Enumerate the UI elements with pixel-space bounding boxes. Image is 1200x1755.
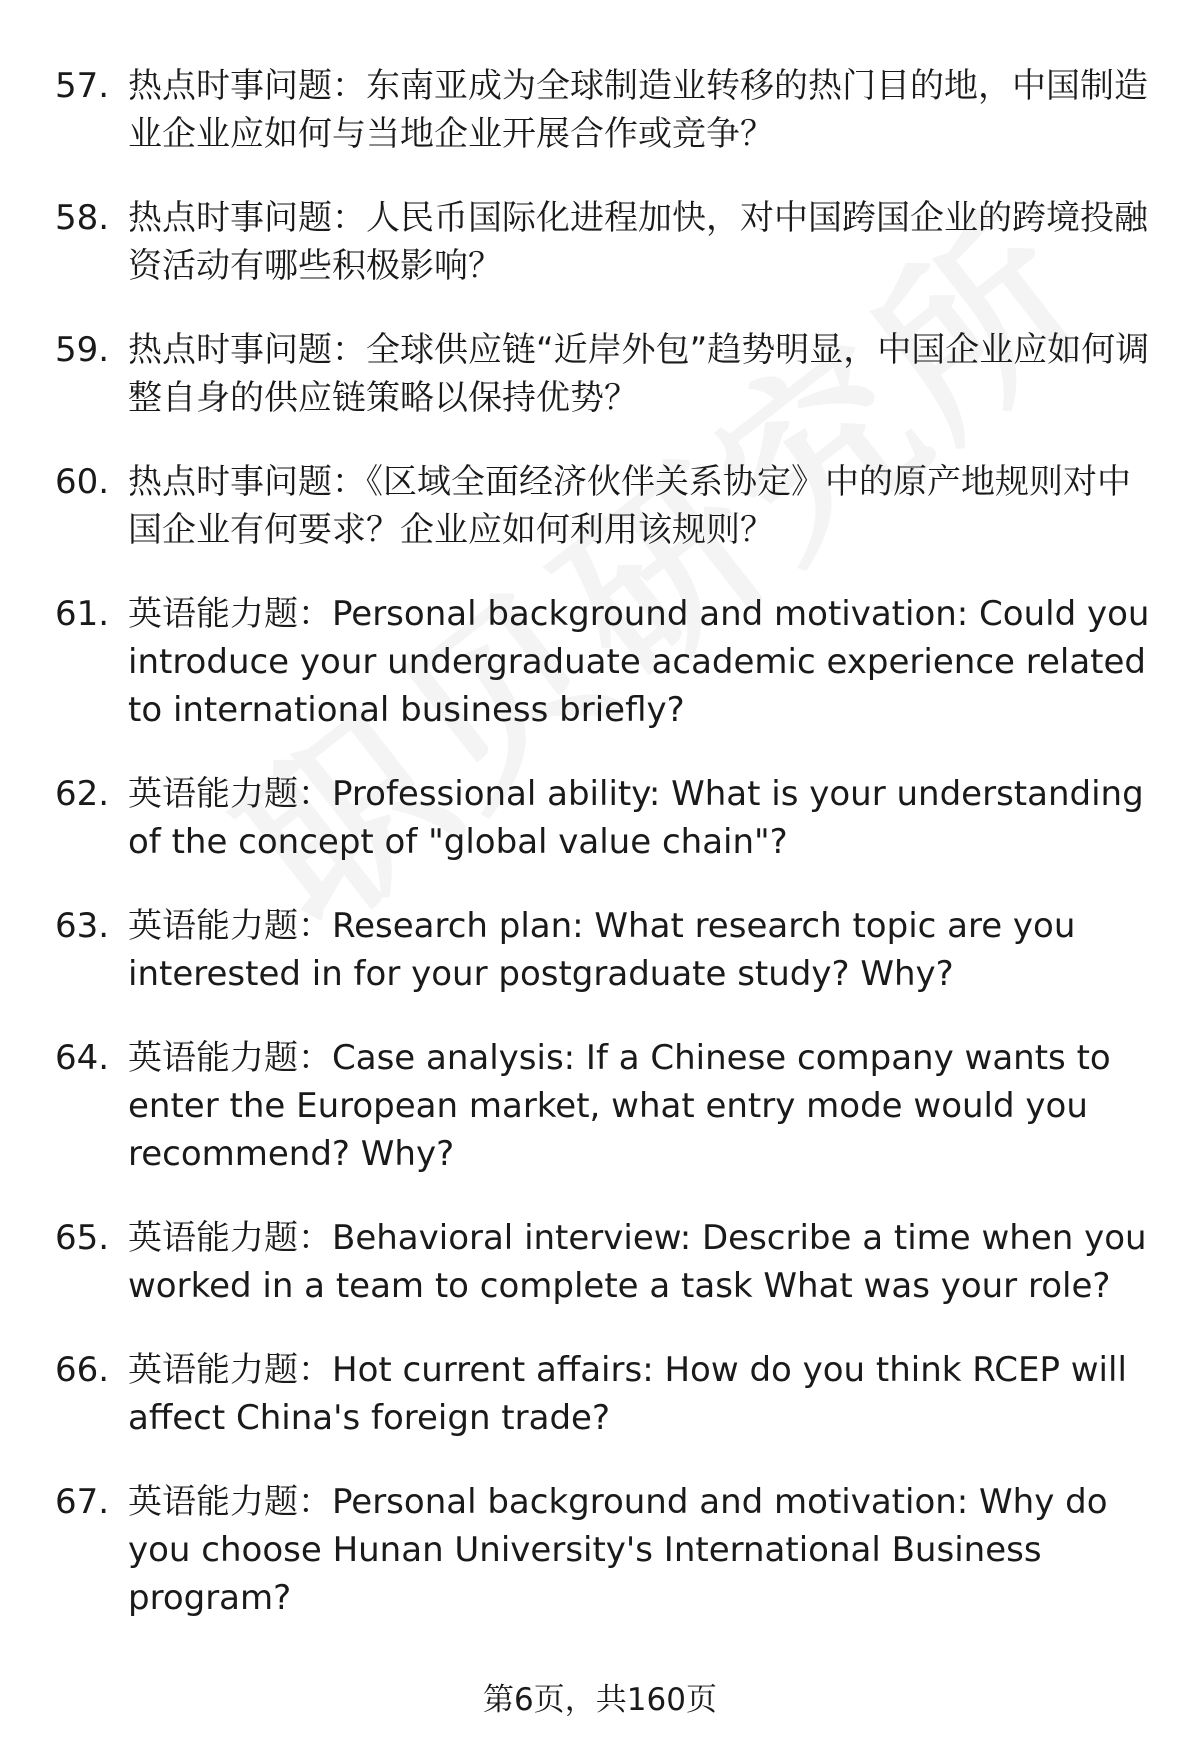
question-number: 66. [55, 1350, 110, 1390]
question-number: 64. [55, 1038, 110, 1078]
question-item [0, 1346, 1200, 1442]
question-number: 61. [55, 594, 110, 634]
page-footer: 第6页，共160页 [483, 1682, 717, 1718]
question-text: 英语能力题：Behavioral interview: Describe a time when you worked in a team to complete a task What was your role? [128, 1218, 1147, 1306]
question-number: 60. [55, 462, 110, 502]
question-text: 热点时事问题：《区域全面经济伙伴关系协定》中的原产地规则对中国企业有何要求？企业应如何利用该规则？ [128, 462, 1131, 550]
question-number: 67. [55, 1482, 110, 1522]
question-item [0, 1478, 1200, 1622]
question-item [0, 458, 1200, 554]
question-item [0, 902, 1200, 998]
question-item [0, 1034, 1200, 1178]
question-text: 英语能力题：Case analysis: If a Chinese company wants to enter the European market, what entry mode would you recommend? Why? [128, 1038, 1111, 1174]
question-text: 英语能力题：Research plan: What research topic are you interested in for your postgraduate study? Why? [128, 906, 1076, 994]
question-item [0, 62, 1200, 158]
question-item [0, 770, 1200, 866]
question-text: 英语能力题：Professional ability: What is your understanding of the concept of "global value chain"? [128, 774, 1144, 862]
question-number: 58. [55, 198, 110, 238]
question-number: 59. [55, 330, 110, 370]
question-text: 热点时事问题：东南亚成为全球制造业转移的热门目的地，中国制造业企业应如何与当地企业开展合作或竞争？ [128, 66, 1148, 154]
question-number: 63. [55, 906, 110, 946]
question-text: 英语能力题：Personal background and motivation: Why do you choose Hunan University's International Business program? [128, 1482, 1108, 1618]
question-text: 英语能力题：Hot current affairs: How do you think RCEP will affect China's foreign trade? [128, 1350, 1127, 1438]
question-text: 英语能力题：Personal background and motivation: Could you introduce your undergraduate academic experience related to international business briefly? [128, 594, 1150, 730]
question-number: 57. [55, 66, 110, 106]
question-item [0, 590, 1200, 734]
question-number: 62. [55, 774, 110, 814]
question-item [0, 1214, 1200, 1310]
question-list [0, 62, 1200, 1658]
question-item [0, 194, 1200, 290]
question-text: 热点时事问题：人民币国际化进程加快，对中国跨国企业的跨境投融资活动有哪些积极影响？ [128, 198, 1148, 286]
question-text: 热点时事问题：全球供应链“近岸外包”趋势明显，中国企业应如何调整自身的供应链策略以保持优势？ [128, 330, 1150, 418]
question-item [0, 326, 1200, 422]
question-number: 65. [55, 1218, 110, 1258]
